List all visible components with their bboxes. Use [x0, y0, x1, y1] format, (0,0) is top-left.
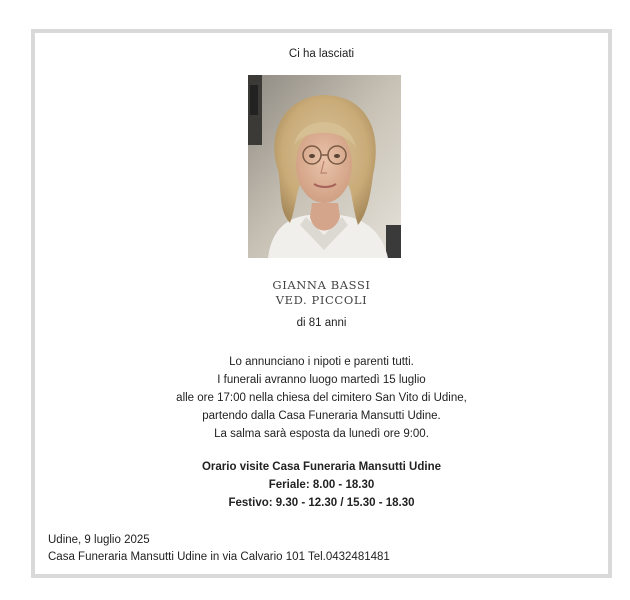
visiting-hours — [35, 458, 608, 512]
announcement-line: I funerali avranno luogo martedì 15 luglio — [217, 374, 426, 386]
notice-heading: Ci ha lasciati — [288, 48, 355, 60]
full-name: GIANNA BASSI — [272, 278, 371, 292]
weekday-hours: Feriale: 8.00 - 18.30 — [268, 479, 375, 491]
married-name: VED. PICCOLI — [275, 293, 368, 307]
deceased-name — [35, 278, 608, 308]
announcement-text — [35, 353, 608, 443]
funeral-home-address: Casa Funeraria Mansutti Udine in via Calvario 101 Tel.0432481481 — [48, 551, 390, 563]
announcement-line: Lo annunciano i nipoti e parenti tutti. — [229, 356, 414, 368]
notice-footer — [48, 532, 390, 566]
announcement-line: La salma sarà esposta da lunedì ore 9:00. — [214, 428, 429, 440]
announcement-line: partendo dalla Casa Funeraria Mansutti Udine. — [202, 410, 441, 422]
visiting-hours-title: Orario visite Casa Funeraria Mansutti Udine — [201, 461, 441, 473]
announcement-line: alle ore 17:00 nella chiesa del cimitero San Vito di Udine, — [176, 392, 467, 404]
age-text: di 81 anni — [296, 317, 347, 329]
portrait-photo — [248, 75, 401, 258]
portrait-illustration — [248, 75, 401, 258]
notice-date: Udine, 9 luglio 2025 — [48, 534, 150, 546]
notice-frame — [31, 29, 612, 578]
holiday-hours: Festivo: 9.30 - 12.30 / 15.30 - 18.30 — [228, 497, 415, 509]
